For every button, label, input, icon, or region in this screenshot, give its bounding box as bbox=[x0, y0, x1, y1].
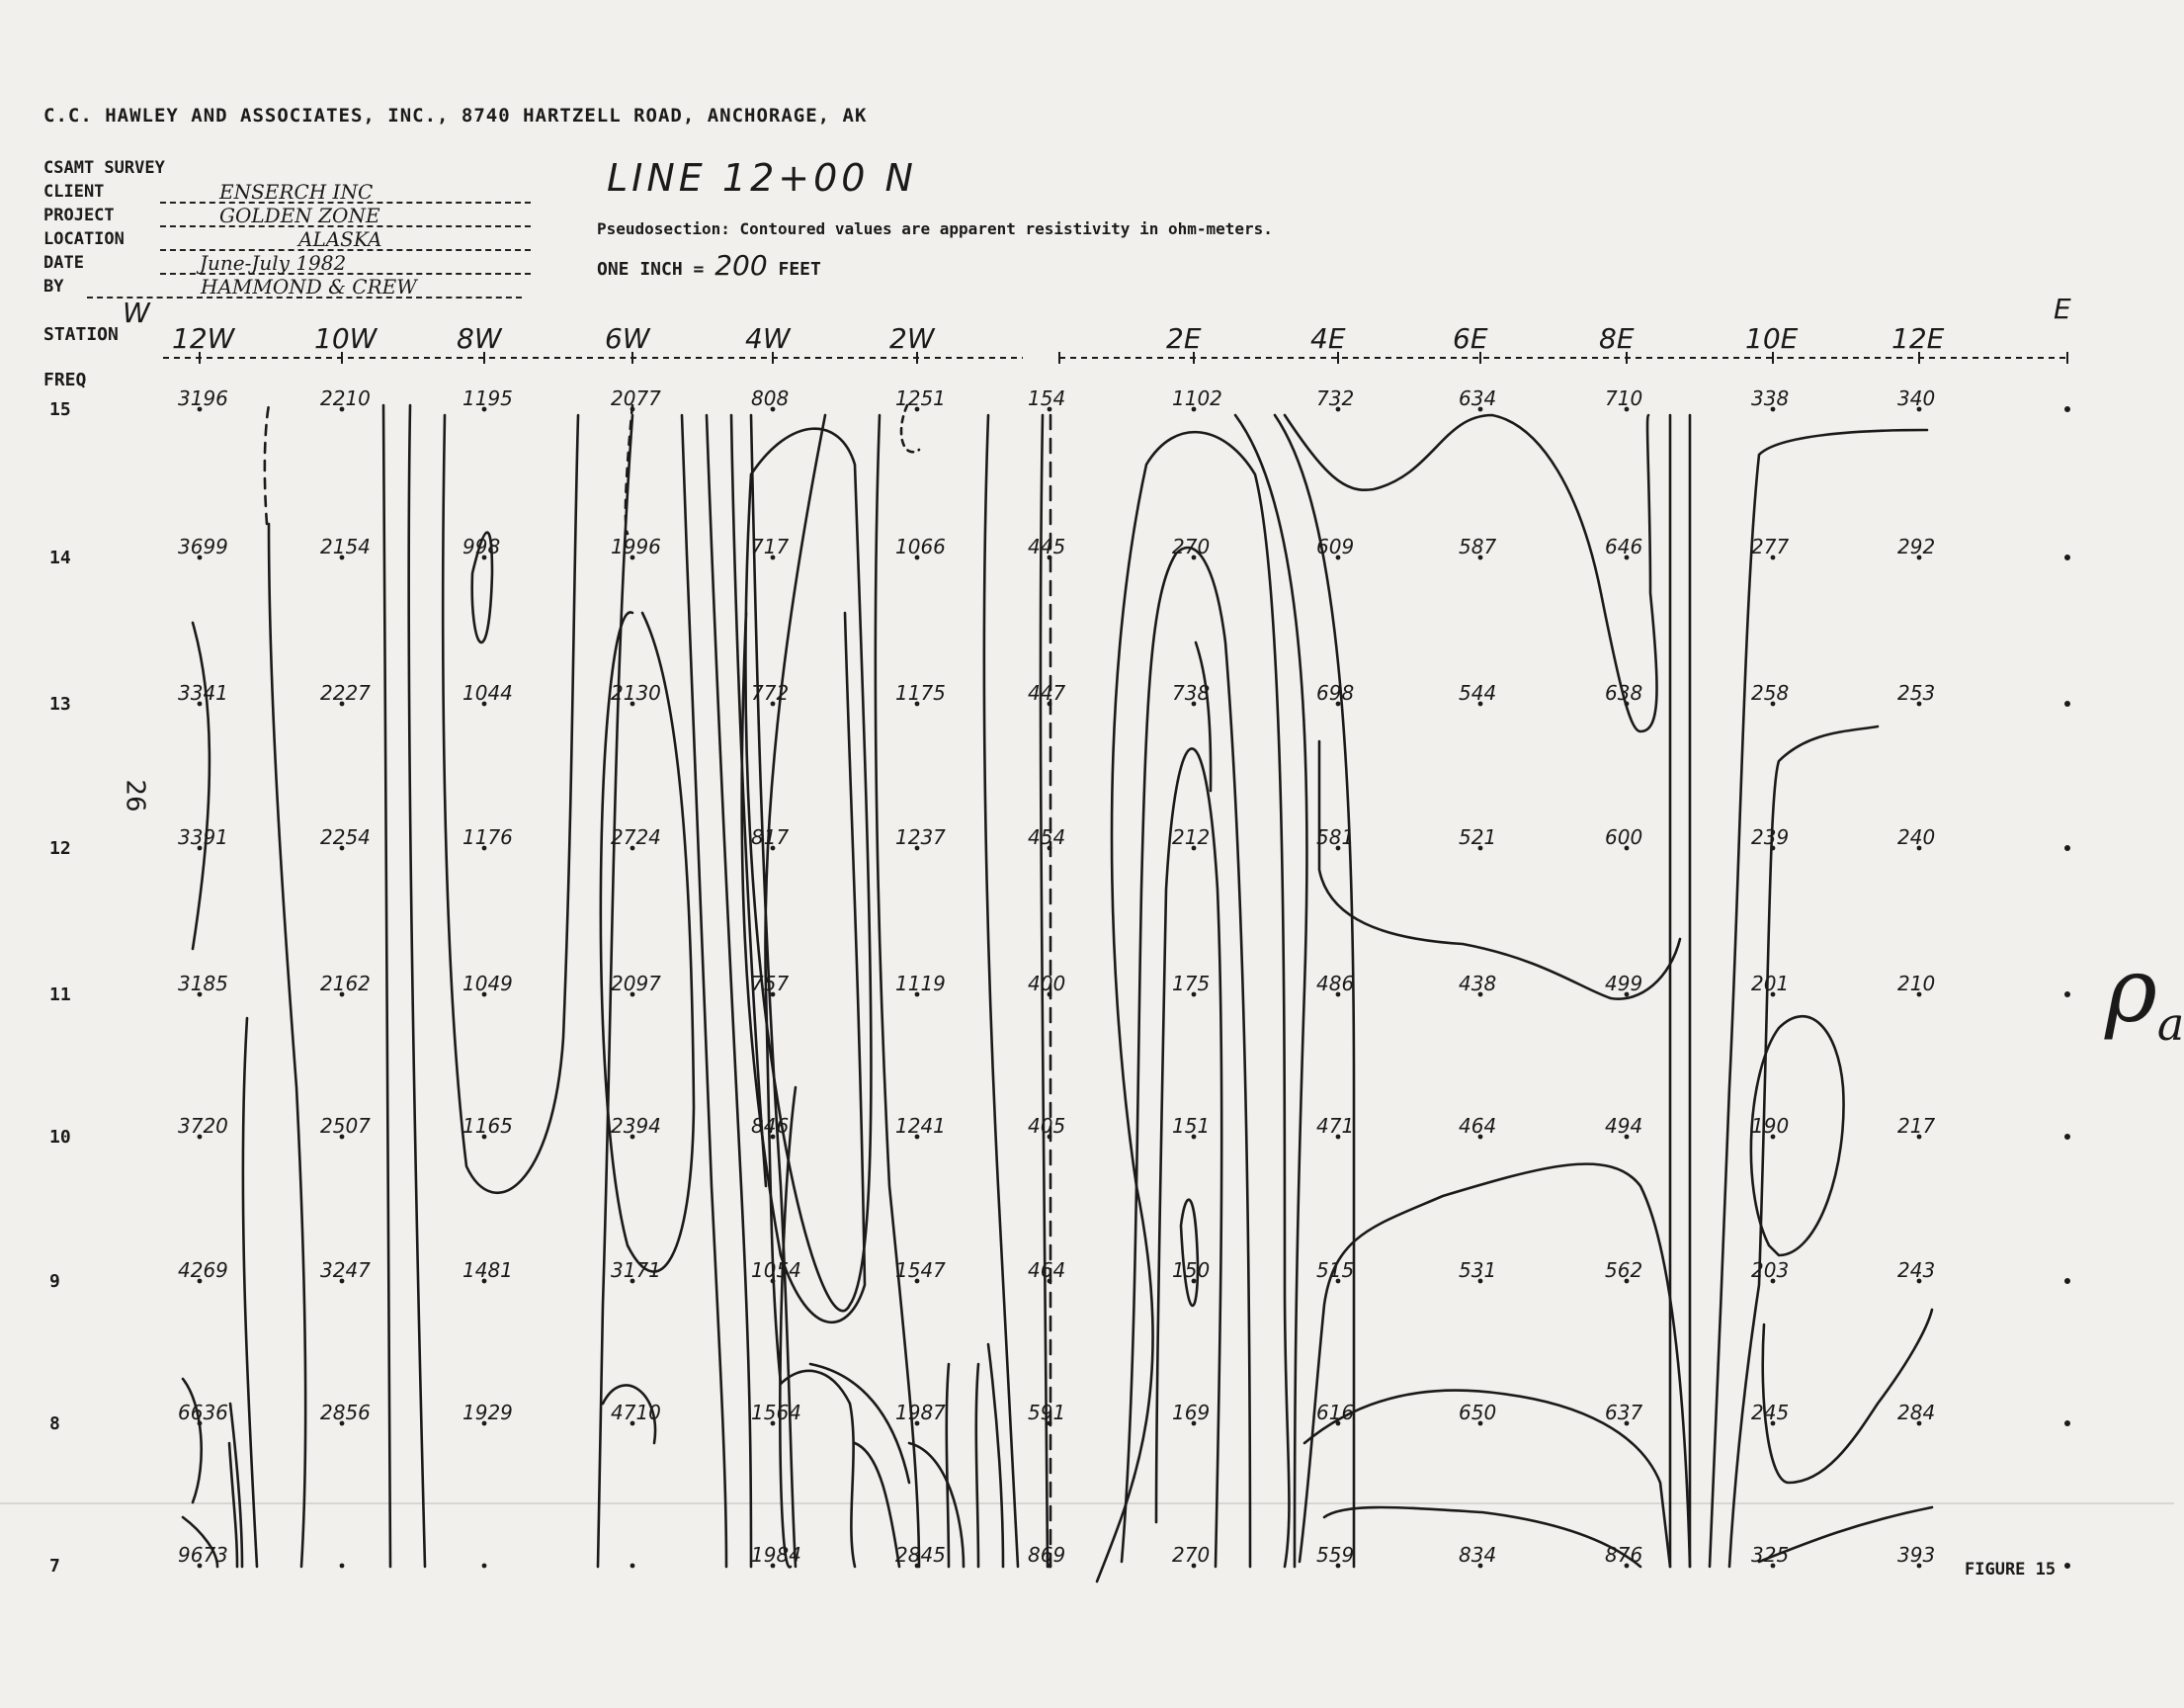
station-label: 4W bbox=[745, 322, 791, 355]
station-label: 2E bbox=[1166, 322, 1202, 355]
resistivity-value: 531 bbox=[1459, 1258, 1497, 1282]
resistivity-value: 405 bbox=[1028, 1114, 1066, 1138]
resistivity-value: 1165 bbox=[462, 1114, 513, 1138]
freq-tick-label: 12 bbox=[49, 838, 71, 859]
resistivity-value: 1547 bbox=[895, 1258, 946, 1282]
freq-tick-label: 10 bbox=[49, 1127, 71, 1148]
resistivity-value: 292 bbox=[1897, 535, 1936, 558]
resistivity-value: 1996 bbox=[611, 535, 661, 558]
resistivity-value: 217 bbox=[1897, 1114, 1936, 1138]
freq-tick-label: 14 bbox=[49, 548, 71, 568]
freq-axis-label: FREQ bbox=[43, 370, 87, 390]
resistivity-value: 393 bbox=[1897, 1543, 1936, 1567]
resistivity-value: 210 bbox=[1897, 972, 1936, 995]
resistivity-value: 1175 bbox=[895, 681, 946, 705]
resistivity-value: 454 bbox=[1028, 825, 1066, 849]
station-label: 6E bbox=[1453, 322, 1488, 355]
resistivity-value: 3171 bbox=[611, 1258, 661, 1282]
resistivity-value: 438 bbox=[1459, 972, 1497, 995]
resistivity-value: 1929 bbox=[462, 1401, 513, 1424]
line-title: LINE 12+00 N bbox=[607, 156, 917, 200]
station-label: 6W bbox=[605, 322, 650, 355]
sample-point bbox=[630, 1564, 635, 1569]
resistivity-value: 638 bbox=[1605, 681, 1643, 705]
resistivity-value: 2154 bbox=[320, 535, 371, 558]
by-value: HAMMOND & CREW bbox=[87, 275, 522, 299]
resistivity-value: 212 bbox=[1172, 825, 1211, 849]
station-label: 12W bbox=[172, 322, 235, 355]
resistivity-value: 998 bbox=[462, 535, 501, 558]
resistivity-value: 2394 bbox=[611, 1114, 661, 1138]
freq-tick-label: 9 bbox=[49, 1271, 60, 1292]
scale-prefix: ONE INCH = bbox=[597, 259, 715, 280]
resistivity-value: 600 bbox=[1605, 825, 1643, 849]
station-label: 8W bbox=[457, 322, 502, 355]
station-axis bbox=[163, 322, 2067, 364]
survey-type: CSAMT SURVEY bbox=[43, 158, 165, 178]
resistivity-value: 201 bbox=[1751, 972, 1790, 995]
station-label: 10W bbox=[314, 322, 378, 355]
resistivity-value: 203 bbox=[1751, 1258, 1790, 1282]
resistivity-value: 2254 bbox=[320, 825, 371, 849]
resistivity-value: 587 bbox=[1459, 535, 1497, 558]
resistivity-value: 464 bbox=[1028, 1258, 1066, 1282]
resistivity-value: 1176 bbox=[462, 825, 513, 849]
by-label: BY bbox=[43, 277, 64, 297]
resistivity-value: 284 bbox=[1897, 1401, 1936, 1424]
resistivity-value: 190 bbox=[1751, 1114, 1790, 1138]
resistivity-value: 609 bbox=[1316, 535, 1355, 558]
resistivity-value: 154 bbox=[1028, 386, 1066, 410]
resistivity-value: 239 bbox=[1751, 825, 1790, 849]
scale-suffix: FEET bbox=[767, 259, 821, 280]
frequency-axis bbox=[49, 399, 71, 1577]
resistivity-value: 757 bbox=[751, 972, 790, 995]
resistivity-value: 1044 bbox=[462, 681, 513, 705]
resistivity-value: 151 bbox=[1172, 1114, 1211, 1138]
pseudosection-note: Pseudosection: Contoured values are apparent resistivity in ohm-meters. bbox=[597, 219, 1273, 238]
resistivity-value: 559 bbox=[1316, 1543, 1355, 1567]
resistivity-value: 2845 bbox=[895, 1543, 946, 1567]
client-label: CLIENT bbox=[43, 182, 105, 202]
date-value: June-July 1982 bbox=[160, 251, 531, 275]
resistivity-value: 2162 bbox=[320, 972, 371, 995]
resistivity-value: 150 bbox=[1172, 1258, 1211, 1282]
resistivity-value: 2724 bbox=[611, 825, 661, 849]
resistivity-value: 772 bbox=[751, 681, 790, 705]
edge-point bbox=[2064, 555, 2070, 560]
resistivity-value: 325 bbox=[1751, 1543, 1790, 1567]
location-label: LOCATION bbox=[43, 229, 125, 249]
resistivity-value: 581 bbox=[1316, 825, 1355, 849]
resistivity-value: 245 bbox=[1751, 1401, 1790, 1424]
resistivity-value: 1984 bbox=[751, 1543, 801, 1567]
resistivity-value: 445 bbox=[1028, 535, 1066, 558]
resistivity-value: 253 bbox=[1897, 681, 1936, 705]
resistivity-value: 2227 bbox=[320, 681, 371, 705]
margin-page-number: 26 bbox=[120, 779, 150, 812]
resistivity-value: 4710 bbox=[611, 1401, 661, 1424]
resistivity-value: 338 bbox=[1751, 386, 1790, 410]
location-value: ALASKA bbox=[160, 227, 531, 251]
resistivity-value: 646 bbox=[1605, 535, 1643, 558]
resistivity-value: 717 bbox=[751, 535, 790, 558]
resistivity-value: 544 bbox=[1459, 681, 1497, 705]
resistivity-value: 471 bbox=[1316, 1114, 1355, 1138]
resistivity-value: 3391 bbox=[178, 825, 228, 849]
resistivity-value: 562 bbox=[1605, 1258, 1643, 1282]
edge-point bbox=[2064, 845, 2070, 851]
date-label: DATE bbox=[43, 253, 84, 273]
resistivity-value: 869 bbox=[1028, 1543, 1066, 1567]
resistivity-value: 515 bbox=[1316, 1258, 1355, 1282]
resistivity-value: 3699 bbox=[178, 535, 228, 558]
edge-point bbox=[2064, 701, 2070, 707]
client-value: ENSERCH INC bbox=[160, 180, 531, 204]
east-marker: E bbox=[2054, 293, 2071, 325]
resistivity-value: 3247 bbox=[320, 1258, 371, 1282]
resistivity-value: 277 bbox=[1751, 535, 1790, 558]
resistivity-value: 3196 bbox=[178, 386, 228, 410]
resistivity-value: 2077 bbox=[611, 386, 661, 410]
resistivity-value: 1054 bbox=[751, 1258, 801, 1282]
resistivity-value: 1481 bbox=[462, 1258, 513, 1282]
resistivity-value: 698 bbox=[1316, 681, 1355, 705]
resistivity-value: 240 bbox=[1897, 825, 1936, 849]
edge-point bbox=[2064, 1420, 2070, 1426]
resistivity-value: 400 bbox=[1028, 972, 1066, 995]
freq-tick-label: 7 bbox=[49, 1556, 60, 1577]
freq-tick-label: 15 bbox=[49, 399, 71, 420]
resistivity-value: 3341 bbox=[178, 681, 228, 705]
resistivity-value: 2097 bbox=[611, 972, 661, 995]
resistivity-value: 175 bbox=[1172, 972, 1211, 995]
resistivity-value: 340 bbox=[1897, 386, 1936, 410]
figure-label: FIGURE 15 bbox=[1965, 1560, 2057, 1580]
resistivity-value: 846 bbox=[751, 1114, 790, 1138]
resistivity-value: 650 bbox=[1459, 1401, 1497, 1424]
west-marker: W bbox=[123, 297, 150, 329]
resistivity-value: 1066 bbox=[895, 535, 946, 558]
resistivity-value: 258 bbox=[1751, 681, 1790, 705]
resistivity-value: 270 bbox=[1172, 1543, 1211, 1567]
rho-subscript: a bbox=[2156, 997, 2184, 1051]
resistivity-value: 1102 bbox=[1172, 386, 1222, 410]
resistivity-value: 1195 bbox=[462, 386, 513, 410]
resistivity-value: 2210 bbox=[320, 386, 371, 410]
edge-point bbox=[2064, 406, 2070, 412]
resistivity-value: 494 bbox=[1605, 1114, 1643, 1138]
station-label: 12E bbox=[1891, 322, 1945, 355]
resistivity-value: 634 bbox=[1459, 386, 1497, 410]
station-label: 2W bbox=[889, 322, 935, 355]
resistivity-value: 9673 bbox=[178, 1543, 228, 1567]
sample-point bbox=[340, 1564, 345, 1569]
rho-symbol: ρ bbox=[2105, 939, 2157, 1043]
resistivity-value: 2507 bbox=[320, 1114, 371, 1138]
station-axis-label: STATION bbox=[43, 324, 119, 345]
resistivity-value: 486 bbox=[1316, 972, 1355, 995]
resistivity-value: 1251 bbox=[895, 386, 946, 410]
resistivity-value: 616 bbox=[1316, 1401, 1355, 1424]
resistivity-value: 1049 bbox=[462, 972, 513, 995]
project-label: PROJECT bbox=[43, 206, 115, 225]
station-label: 10E bbox=[1745, 322, 1799, 355]
resistivity-value: 169 bbox=[1172, 1401, 1211, 1424]
resistivity-value: 1241 bbox=[895, 1114, 946, 1138]
resistivity-value: 834 bbox=[1459, 1543, 1497, 1567]
resistivity-value: 1237 bbox=[895, 825, 946, 849]
sample-point bbox=[482, 1564, 487, 1569]
resistivity-value: 2856 bbox=[320, 1401, 371, 1424]
edge-point bbox=[2064, 1278, 2070, 1284]
resistivity-value: 521 bbox=[1459, 825, 1497, 849]
edge-point bbox=[2064, 1134, 2070, 1140]
resistivity-value: 808 bbox=[751, 386, 790, 410]
resistivity-value: 1119 bbox=[895, 972, 946, 995]
resistivity-value: 270 bbox=[1172, 535, 1211, 558]
resistivity-value: 710 bbox=[1605, 386, 1643, 410]
freq-tick-label: 13 bbox=[49, 694, 71, 715]
resistivity-value: 499 bbox=[1605, 972, 1643, 995]
resistivity-value: 6636 bbox=[178, 1401, 228, 1424]
station-label: 4E bbox=[1310, 322, 1346, 355]
resistivity-value: 1987 bbox=[895, 1401, 946, 1424]
resistivity-value: 3720 bbox=[178, 1114, 228, 1138]
freq-tick-label: 8 bbox=[49, 1413, 60, 1434]
resistivity-value: 447 bbox=[1028, 681, 1066, 705]
resistivity-value: 2130 bbox=[611, 681, 661, 705]
resistivity-value: 464 bbox=[1459, 1114, 1497, 1138]
resistivity-value: 637 bbox=[1605, 1401, 1643, 1424]
freq-tick-label: 11 bbox=[49, 984, 71, 1005]
resistivity-value: 3185 bbox=[178, 972, 228, 995]
edge-point bbox=[2064, 991, 2070, 997]
edge-point bbox=[2064, 1563, 2070, 1569]
resistivity-value: 4269 bbox=[178, 1258, 228, 1282]
resistivity-value: 243 bbox=[1897, 1258, 1936, 1282]
resistivity-value: 876 bbox=[1605, 1543, 1643, 1567]
resistivity-value: 817 bbox=[751, 825, 790, 849]
scale-value: 200 bbox=[714, 249, 768, 282]
resistivity-value: 738 bbox=[1172, 681, 1211, 705]
resistivity-value: 591 bbox=[1028, 1401, 1066, 1424]
station-label: 8E bbox=[1599, 322, 1635, 355]
resistivity-values bbox=[178, 386, 2070, 1569]
resistivity-value: 732 bbox=[1316, 386, 1355, 410]
project-value: GOLDEN ZONE bbox=[160, 204, 531, 227]
resistivity-value: 1564 bbox=[751, 1401, 801, 1424]
company-header: C.C. HAWLEY AND ASSOCIATES, INC., 8740 HARTZELL ROAD, ANCHORAGE, AK bbox=[43, 105, 868, 127]
